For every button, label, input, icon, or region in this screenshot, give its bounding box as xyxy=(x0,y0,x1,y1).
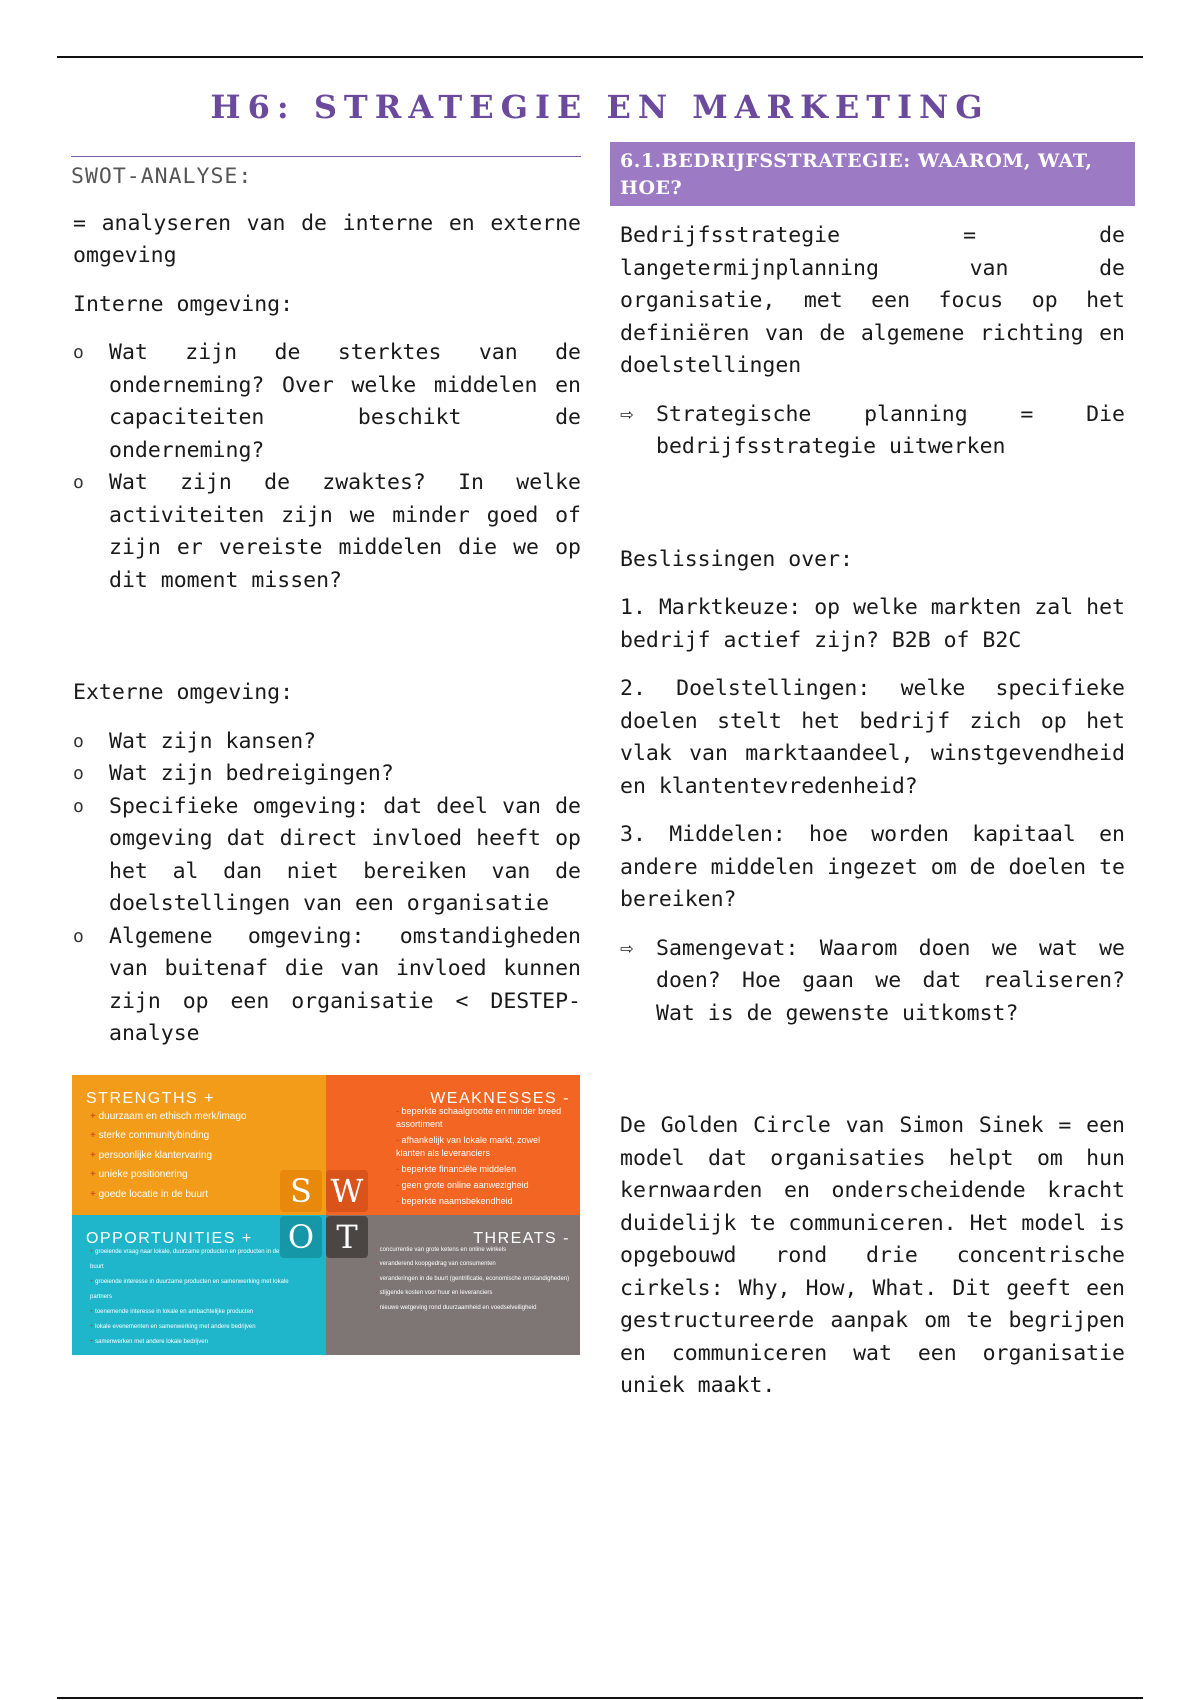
list-item: - geen grote online aanwezigheid xyxy=(396,1179,566,1192)
letter-s: S xyxy=(280,1170,322,1212)
list-item: o Wat zijn de zwaktes? In welke activiteiten zijn we minder goed of zijn er vereiste middelen die we op dit moment missen? xyxy=(73,467,581,597)
golden-circle-text: De Golden Circle van Simon Sinek = een model dat organisaties helpt om hun kernwaarden en onderscheidende kracht duidelijk te communiceren. Het model is opgebouwd rond drie concentrische cirkels: Why, How, What. Dit geeft een gestructureerde aanpak om te begrijpen en communiceren wat een organisatie uniek maakt. xyxy=(620,1113,1125,1398)
weaknesses-label: WEAKNESSES - xyxy=(430,1089,570,1107)
external-list xyxy=(73,726,581,1051)
list-item: + groeiende interesse in duurzame producten en samenwerking met lokale partners xyxy=(90,1275,290,1305)
summary xyxy=(620,933,1125,1031)
list-item: - nieuwe wetgeving rond duurzaamheid en voedselveiligheid xyxy=(376,1301,571,1316)
decision-item: 1. Marktkeuze: op welke markten zal het bedrijf actief zijn? B2B of B2C xyxy=(620,595,1125,653)
weaknesses-items xyxy=(396,1105,566,1211)
opportunities-items xyxy=(90,1245,290,1350)
strategic-planning-text: Strategische planning = Die bedrijfsstrategie uitwerken xyxy=(656,401,1125,459)
left-column xyxy=(73,156,581,1355)
list-item: + goede locatie in de buurt xyxy=(90,1185,246,1205)
arrow-icon: ⇨ xyxy=(620,935,634,961)
list-item: - beperkte naamsbekendheid xyxy=(396,1195,566,1208)
list-item: + groeiende vraag naar lokale, duurzame producten en producten in de buurt xyxy=(90,1245,290,1275)
list-item: + samenwerken met andere lokale bedrijven xyxy=(90,1335,290,1350)
bottom-rule xyxy=(57,1697,1143,1699)
list-item: + persoonlijke klantervaring xyxy=(90,1146,246,1166)
list-item: o Algemene omgeving: omstandigheden van buitenaf die van invloed kunnen zijn op een organisatie < DESTEP-analyse xyxy=(73,921,581,1051)
right-column xyxy=(620,142,1125,1403)
list-item: + duurzaam en ethisch merk/imago xyxy=(90,1107,246,1127)
letter-t: T xyxy=(326,1216,368,1258)
summary-text: Samengevat: Waarom doen we wat we doen? Hoe gaan we dat realiseren? Wat is de gewenste uitkomst? xyxy=(656,935,1125,1026)
decision-item: 3. Middelen: hoe worden kapitaal en andere middelen ingezet om de doelen te bereiken? xyxy=(620,822,1125,912)
threats-label: THREATS - xyxy=(473,1229,570,1247)
page-title: H6: STRATEGIE EN MARKETING xyxy=(210,88,990,126)
strategic-planning xyxy=(620,399,1125,464)
list-item: + toenemende interesse in lokale en ambachtelijke producten xyxy=(90,1305,290,1320)
internal-list xyxy=(73,337,581,597)
top-rule xyxy=(57,56,1143,58)
letter-w: W xyxy=(326,1170,368,1212)
list-item: o Specifieke omgeving: dat deel van de omgeving dat direct invloed heeft op het al dan niet bereiken van de doelstellingen van een organisatie xyxy=(73,791,581,921)
list-item: - afhankelijk van lokale markt, zowel klanten als leveranciers xyxy=(396,1134,566,1160)
list-item: - veranderingen in de buurt (gentrificatie, economische omstandigheden) xyxy=(376,1272,571,1287)
strengths-items xyxy=(90,1107,246,1205)
decision-item: 2. Doelstellingen: welke specifieke doelen stelt het bedrijf zich op het vlak van marktaandeel, winstgevendheid en klantentevredenheid? xyxy=(620,676,1125,799)
letter-o: O xyxy=(280,1216,322,1258)
swot-letters xyxy=(280,1170,372,1262)
list-item: o Wat zijn kansen? xyxy=(73,726,581,759)
internal-heading: Interne omgeving: xyxy=(73,291,294,317)
list-item: + unieke positionering xyxy=(90,1165,246,1185)
swot-image xyxy=(72,1075,580,1355)
list-item: + sterke communitybinding xyxy=(90,1126,246,1146)
arrow-icon: ⇨ xyxy=(620,401,634,427)
list-item: - concurrentie van grote ketens en online winkels xyxy=(376,1243,571,1258)
section-heading-box: 6.1.BEDRIJFSSTRATEGIE: WAAROM, WAT, HOE? xyxy=(610,142,1135,206)
list-item: - stijgende kosten voor huur en leveranciers xyxy=(376,1286,571,1301)
list-item: o Wat zijn bedreigingen? xyxy=(73,758,581,791)
strengths-label: STRENGTHS + xyxy=(86,1089,215,1107)
external-heading: Externe omgeving: xyxy=(73,680,294,705)
swot-definition: = analyseren van de interne en externe omgeving xyxy=(73,210,581,268)
list-item: - beperkte financiële middelen xyxy=(396,1163,566,1176)
list-item: - veranderend koopgedrag van consumenten xyxy=(376,1257,571,1272)
strategy-definition: Bedrijfsstrategie = de langetermijnplanning van de organisatie, met een focus op het definiëren van de algemene richting en doelstellingen xyxy=(620,223,1125,378)
list-item: o Wat zijn de sterktes van de onderneming? Over welke middelen en capaciteiten beschikt de onderneming? xyxy=(73,337,581,467)
swot-heading: SWOT-ANALYSE: xyxy=(71,156,581,194)
opportunities-label: OPPORTUNITIES + xyxy=(86,1229,253,1247)
threats-items xyxy=(376,1243,571,1316)
list-item: + lokale evenementen en samenwerking met andere bedrijven xyxy=(90,1320,290,1335)
list-item: - beperkte schaalgrootte en minder breed assortiment xyxy=(396,1105,566,1131)
decisions-heading: Beslissingen over: xyxy=(620,546,853,572)
